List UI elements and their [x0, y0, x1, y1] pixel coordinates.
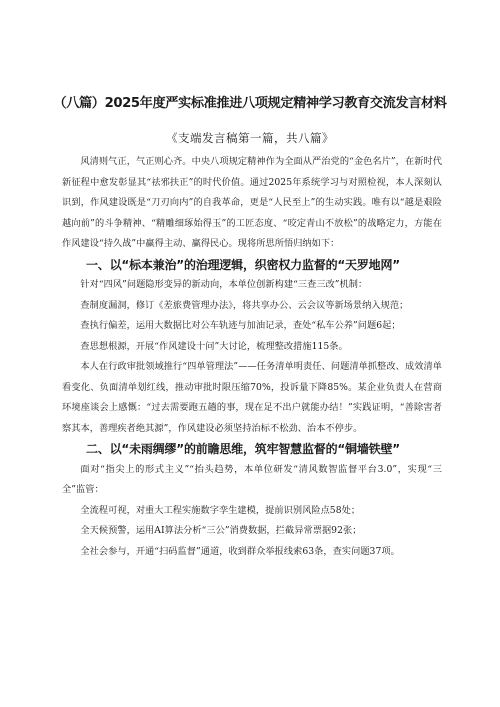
document-title: （八篇）2025年度严实标准推进八项规定精神学习教育交流发言材料: [53, 96, 447, 111]
section-1-item: 查制度漏洞，修订《差旅费管理办法》，将共享办公、云会议等新场景纳入规范；: [80, 299, 409, 311]
section-2-item: 全流程可视，对重大工程实施数字孪生建模，提前识别风险点58处；: [80, 504, 361, 516]
section-1-item: 查执行偏差，运用大数据比对公车轨迹与加油记录，查处“私车公养”问题6起；: [80, 320, 401, 331]
section-1-heading: 一、以“标本兼治”的治理逻辑，织密权力监督的“天罗地网”: [86, 257, 400, 272]
intro-paragraph: 风清则气正，气正则心齐。中央八项规定精神作为全面从严治党的“金色名片”，在新时代新征程中愈发彰显其“祛邪扶正”的时代价值。通过2025年系统学习与对照检视，本人深刻认识到，作风建设既是“刀刃向内”的自我革命，更是“人民至上”的生动实践。唯有以“越是艰险越向前”的斗争精神、“精雕细琢始得玉”的工匠态度、“咬定青山不放松”的战略定力，方能在作风建设“持久战”中赢得主动、赢得民心。现将所思所悟归纳如下：: [62, 156, 442, 249]
section-1-item: 查思想根源，开展“作风建设十问”大讨论，梳理整改措施115条。: [80, 340, 348, 352]
section-1-lead: 针对“四风”问题隐形变异的新动向，本单位创新构建“三查三改”机制：: [80, 279, 368, 290]
document-body: [62, 152, 442, 562]
section-2-heading: 二、以“未雨绸缪”的前瞻思维，筑牢智慧监督的“铜墙铁壁”: [86, 442, 400, 456]
section-2-item: 全天候预警，运用AI算法分析“三公”消费数据，拦截异常票据92张；: [80, 525, 362, 536]
section-2-lead: 面对“指尖上的形式主义”“抬头趋势，本单位研发“清风数智监督平台3.0”，实现“三全”监管：: [62, 463, 442, 495]
section-1-paragraph: 本人在行政审批领域推行“四单管理法”——任务清单明责任、问题清单抓整改、成效清单看变化、负面清单划红线，推动审批时限压缩70%，投诉量下降85%。某企业负责人在营商环境座谈会上感慨：“过去需要跑五趟的事，现在足不出户就能办结！”实践证明，“善除害者察其本，善理疾者绝其源”，作风建设必须坚持治标不松劲、治本不停步。: [62, 361, 442, 434]
document-subtitle: 《支端发言稿第一篇，共八篇》: [166, 131, 334, 145]
section-2-item: 全社会参与，开通“扫码监督”通道，收到群众举报线索63条，查实问题37项。: [80, 545, 400, 557]
